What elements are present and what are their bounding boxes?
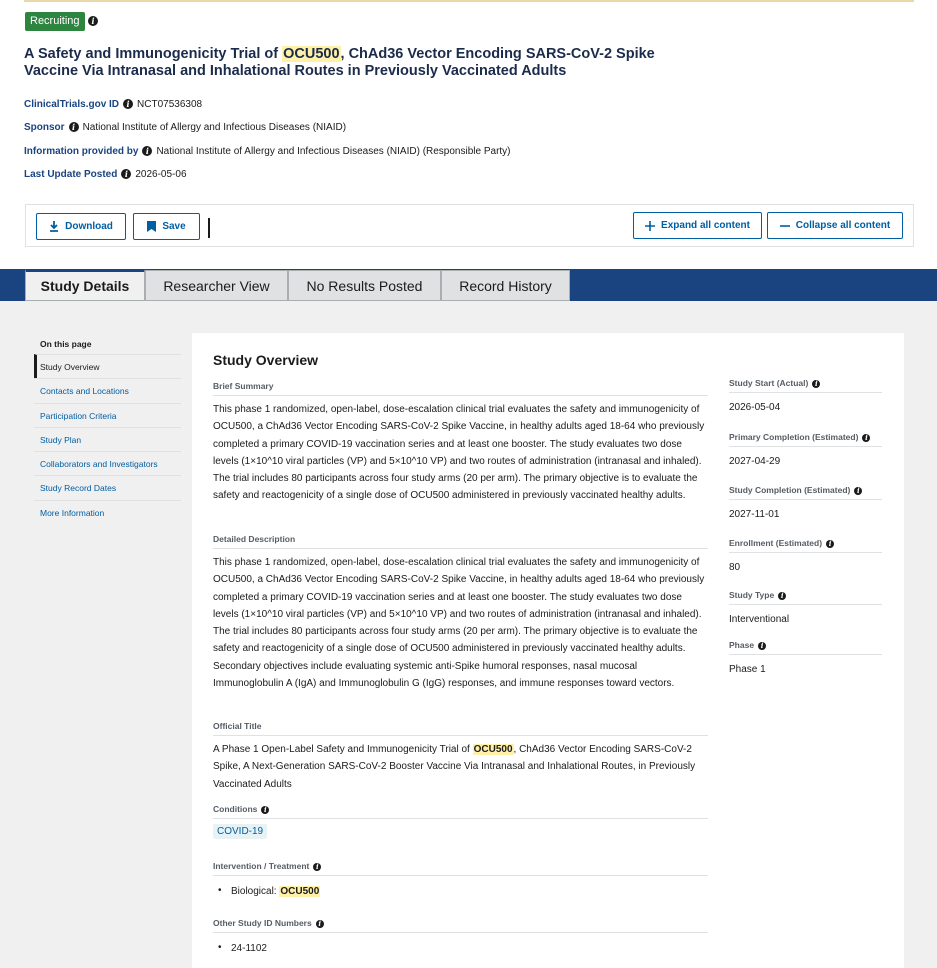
brief-summary-label: Brief Summary	[213, 381, 708, 396]
last-update-value: 2026-05-06	[135, 169, 187, 180]
information-provided-value: National Institute of Allergy and Infectious Diseases (NIAID) (Responsible Party)	[156, 146, 511, 157]
study-completion-label: Study Completion (Estimated)	[729, 485, 851, 495]
info-icon[interactable]: i	[862, 434, 870, 442]
page-nav	[34, 354, 181, 524]
nav-item-study-overview[interactable]: Study Overview	[34, 354, 181, 378]
study-start-field	[729, 378, 882, 413]
section-heading: Study Overview	[213, 352, 319, 368]
nav-item-more-information[interactable]: More Information	[34, 500, 181, 524]
nav-item-study-plan[interactable]: Study Plan	[34, 427, 181, 451]
info-icon[interactable]: i	[88, 16, 98, 26]
nav-item-study-record-dates[interactable]: Study Record Dates	[34, 475, 181, 499]
info-icon[interactable]: i	[69, 122, 79, 132]
info-icon[interactable]: i	[123, 99, 133, 109]
information-provided-label: Information provided by	[24, 146, 139, 157]
download-icon	[49, 221, 59, 232]
study-start-label-row	[729, 378, 882, 393]
save-button[interactable]	[133, 213, 200, 240]
study-type-label: Study Type	[729, 590, 775, 600]
study-completion-field	[729, 485, 882, 520]
title-suffix: , ChAd36 Vector Encoding SARS-CoV-2 Spike Vaccine Via Intranasal and Inhalational Routes in Previously Vaccinated Adults	[24, 46, 655, 79]
download-button[interactable]	[36, 213, 126, 240]
tab-researcher-view[interactable]: Researcher View	[145, 270, 288, 301]
expand-all-label: Expand all content	[661, 220, 750, 231]
info-icon[interactable]: i	[826, 540, 834, 548]
info-icon[interactable]: i	[778, 592, 786, 600]
other-ids-label-row	[213, 918, 708, 933]
official-title-section	[213, 721, 708, 793]
info-icon[interactable]: i	[313, 863, 321, 871]
study-type-label-row	[729, 590, 882, 605]
information-provided-row	[24, 146, 511, 158]
intervention-label: Intervention / Treatment	[213, 861, 310, 871]
sponsor-row	[24, 122, 346, 134]
other-ids-section	[213, 918, 708, 954]
info-icon[interactable]: i	[758, 642, 766, 650]
official-title-highlight: OCU500	[473, 744, 513, 755]
official-title-label: Official Title	[213, 721, 708, 736]
status-badge: Recruiting	[25, 12, 85, 31]
info-icon[interactable]: i	[316, 920, 324, 928]
brief-summary-section	[213, 381, 708, 505]
study-start-value: 2026-05-04	[729, 402, 781, 413]
detailed-description-label: Detailed Description	[213, 534, 708, 549]
nct-value: NCT07536308	[137, 99, 203, 110]
enrollment-value: 80	[729, 562, 741, 573]
nav-item-contacts-locations[interactable]: Contacts and Locations	[34, 378, 181, 402]
other-id-item: • 24-1102	[213, 943, 708, 954]
official-title-text	[213, 741, 708, 793]
primary-completion-field	[729, 432, 882, 467]
study-completion-value: 2027-11-01	[729, 509, 780, 520]
intervention-item	[213, 886, 708, 897]
sponsor-value: National Institute of Allergy and Infectious Diseases (NIAID)	[82, 122, 347, 133]
conditions-label-row	[213, 804, 708, 819]
info-icon[interactable]: i	[854, 487, 862, 495]
tab-record-history[interactable]: Record History	[441, 270, 570, 301]
last-update-row	[24, 169, 187, 181]
enrollment-label-row	[729, 538, 882, 553]
intervention-prefix: Biological:	[231, 886, 280, 897]
study-type-field	[729, 590, 882, 625]
detailed-description-text: This phase 1 randomized, open-label, dose-escalation clinical trial evaluates the safety and immunogenicity of OCU500, a ChAd36 Vector Encoding SARS-CoV-2 Spike Vaccine, in healthy adults aged 18-64 who previously completed a primary COVID-19 vaccination series and at least one booster. The study evaluates two dose levels (1×10^10 viral particles (VP) and 5×10^10 VP) and two routes of administration (intranasal and inhaled). The trial includes 80 participants across four study arms (20 per arm). The primary objective is to evaluate the safety and reactogenicity of a single dose of OCU500 administered in previously vaccinated healthy adults. Secondary objectives include evaluating systemic anti-Spike humoral responses, nasal mucosal Immunoglobulin A (IgA) and Immunoglobulin G (IgG) responses, and immune responses toward vectors.	[213, 557, 705, 690]
detailed-description-section	[213, 534, 708, 692]
info-icon[interactable]: i	[121, 169, 131, 179]
study-completion-label-row	[729, 485, 882, 500]
title-prefix: A Safety and Immunogenicity Trial of	[24, 46, 283, 62]
info-icon[interactable]: i	[142, 146, 152, 156]
enrollment-field	[729, 538, 882, 573]
save-label: Save	[162, 221, 186, 232]
phase-label-row	[729, 640, 882, 655]
enrollment-label: Enrollment (Estimated)	[729, 538, 823, 548]
tab-study-details[interactable]: Study Details	[25, 269, 145, 301]
conditions-section	[213, 804, 708, 839]
nct-row	[24, 99, 202, 111]
collapse-all-button[interactable]	[767, 212, 903, 239]
title-highlight: OCU500	[283, 46, 340, 62]
nav-item-collaborators[interactable]: Collaborators and Investigators	[34, 451, 181, 475]
tab-bar	[0, 269, 937, 301]
primary-completion-label-row	[729, 432, 882, 447]
plus-icon	[645, 221, 655, 231]
phase-field	[729, 640, 882, 675]
intervention-highlight: OCU500	[280, 886, 320, 897]
study-overview-card	[192, 333, 904, 968]
download-label: Download	[65, 221, 113, 232]
primary-completion-label: Primary Completion (Estimated)	[729, 432, 859, 442]
phase-value: Phase 1	[729, 664, 766, 675]
primary-completion-value: 2027-04-29	[729, 456, 781, 467]
intervention-label-row	[213, 861, 708, 876]
condition-chip[interactable]: COVID-19	[213, 824, 267, 839]
brief-summary-text: This phase 1 randomized, open-label, dose-escalation clinical trial evaluates the safety and immunogenicity of OCU500, a ChAd36 Vector Encoding SARS-CoV-2 Spike Vaccine, in healthy adults aged 18-64 who previously completed a primary COVID-19 vaccination series and at least one booster. The study evaluates two dose levels (1×10^10 viral particles (VP) and 5×10^10 VP) and two routes of administration (intranasal and inhaled). The trial includes 80 participants across four study arms (20 per arm). The primary objective is to evaluate the safety and reactogenicity of a single dose of OCU500 administered in previously vaccinated healthy adults.	[213, 404, 705, 502]
top-divider	[24, 0, 914, 2]
page-title	[24, 46, 704, 80]
official-title-prefix: A Phase 1 Open-Label Safety and Immunogenicity Trial of	[213, 744, 473, 755]
action-toolbar	[25, 204, 914, 247]
on-this-page-heading: On this page	[40, 339, 92, 349]
other-ids-label: Other Study ID Numbers	[213, 918, 312, 928]
nct-label: ClinicalTrials.gov ID	[24, 99, 120, 110]
minus-icon	[780, 221, 790, 231]
conditions-label: Conditions	[213, 804, 258, 814]
last-update-label: Last Update Posted	[24, 169, 118, 180]
collapse-all-label: Collapse all content	[795, 220, 891, 231]
sponsor-label: Sponsor	[24, 122, 65, 133]
study-start-label: Study Start (Actual)	[729, 378, 809, 388]
study-type-value: Interventional	[729, 614, 790, 625]
official-title-suffix: , ChAd36 Vector Encoding SARS-CoV-2 Spike, A Next-Generation SARS-CoV-2 Booster Vaccine Via Intranasal and Inhalational Routes, in Previously Vaccinated Adults	[213, 744, 696, 790]
intervention-section	[213, 861, 708, 897]
toolbar-separator	[208, 218, 210, 238]
nav-item-participation-criteria[interactable]: Participation Criteria	[34, 403, 181, 427]
tab-no-results-posted[interactable]: No Results Posted	[288, 270, 441, 301]
expand-all-button[interactable]	[633, 212, 762, 239]
phase-label: Phase	[729, 640, 755, 650]
info-icon[interactable]: i	[812, 380, 820, 388]
info-icon[interactable]: i	[261, 806, 269, 814]
bookmark-icon	[147, 221, 156, 232]
